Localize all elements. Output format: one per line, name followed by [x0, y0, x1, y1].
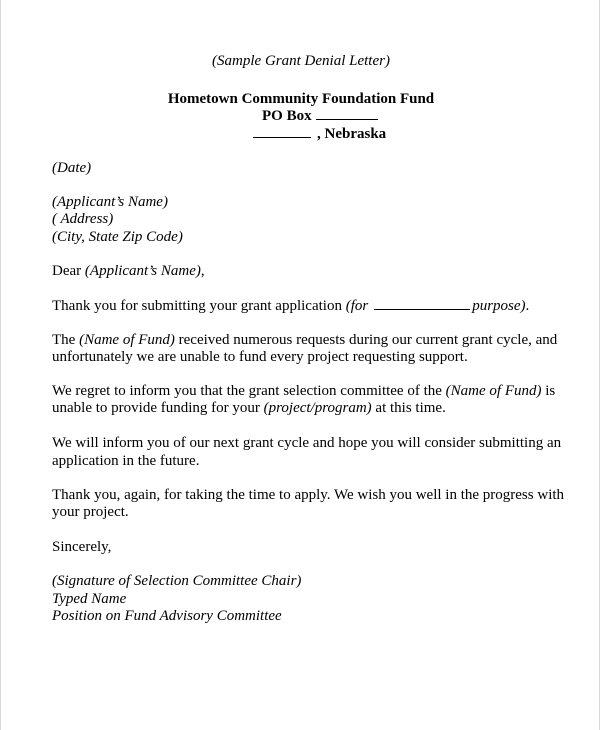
city-blank [253, 125, 311, 138]
p2-fund-name: (Name of Fund) [79, 332, 175, 348]
p3-text-a: We regret to inform you that the grant selection committee of the [52, 383, 446, 399]
applicant-name: (Applicant’s Name) [52, 194, 168, 210]
paragraph-5-line-2: your project. [52, 504, 129, 520]
paragraph-2-line-1 [52, 331, 557, 349]
paragraph-3-line-1 [52, 382, 555, 400]
p3-text-c: unable to provide funding for your [52, 400, 264, 416]
typed-name: Typed Name [52, 591, 127, 607]
state-text: , Nebraska [317, 126, 387, 142]
po-box-line [262, 107, 378, 125]
applicant-address: ( Address) [52, 211, 114, 227]
applicant-city-state-zip: (City, State Zip Code) [52, 229, 183, 245]
paragraph-3-line-2 [52, 399, 446, 417]
p1-text: Thank you for submitting your grant application [52, 298, 346, 314]
signature: (Signature of Selection Committee Chair) [52, 573, 302, 589]
greeting [52, 262, 205, 280]
paragraph-2-line-2: unfortunately we are unable to fund every project requesting support. [52, 349, 468, 365]
p1-for: (for [345, 298, 369, 314]
paragraph-4-line-1: We will inform you of our next grant cycle and hope you will consider submitting an [52, 435, 562, 451]
p3-text-d: at this time. [371, 400, 446, 416]
p2-text-b: received numerous requests during our current grant cycle, and [174, 332, 558, 348]
greeting-dear: Dear [52, 263, 85, 279]
city-state-line [253, 125, 386, 143]
p2-text-a: The [52, 332, 80, 348]
position: Position on Fund Advisory Committee [52, 608, 282, 624]
p3-fund-name: (Name of Fund) [445, 383, 542, 399]
greeting-comma: , [200, 263, 205, 279]
sincerely: Sincerely, [52, 539, 112, 555]
greeting-name: (Applicant’s Name) [84, 263, 201, 279]
paragraph-5-line-1: Thank you, again, for taking the time to apply. We wish you well in the progress with [52, 487, 565, 503]
p3-project: (project/program) [263, 400, 372, 416]
po-box-blank [316, 107, 378, 120]
po-box-label: PO Box [262, 108, 312, 124]
paragraph-4-line-2: application in the future. [52, 453, 200, 469]
paragraph-1 [52, 297, 529, 315]
p3-text-b: is [541, 383, 556, 399]
sample-title: (Sample Grant Denial Letter) [212, 53, 390, 69]
date-line: (Date) [52, 160, 92, 176]
p1-purpose: purpose) [472, 298, 526, 314]
p1-end: . [525, 298, 530, 314]
org-name: Hometown Community Foundation Fund [167, 91, 435, 107]
purpose-blank [374, 297, 470, 310]
